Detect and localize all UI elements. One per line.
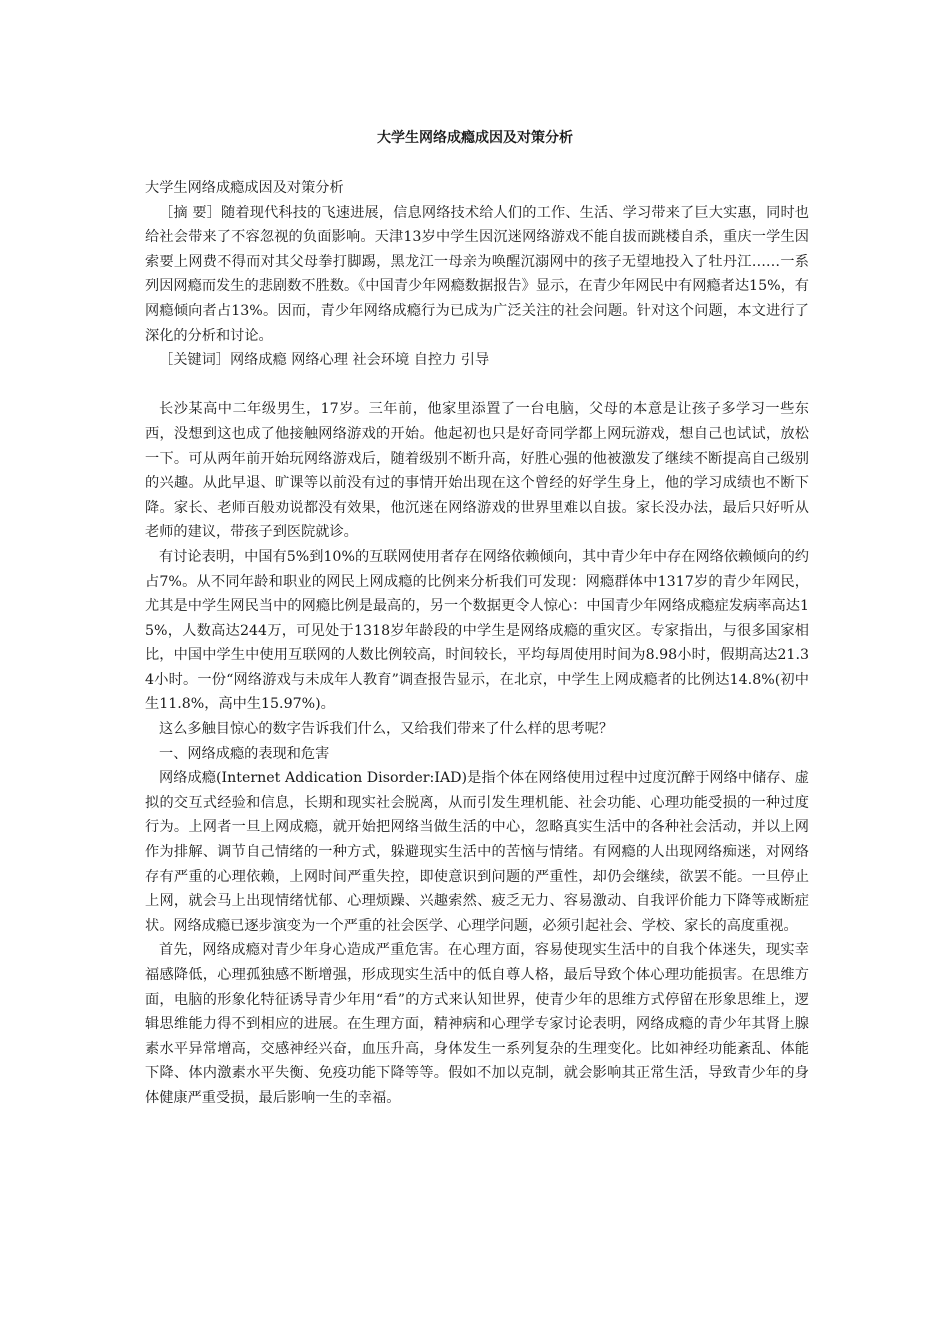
body-paragraph: 首先，网络成瘾对青少年身心造成严重危害。在心理方面，容易使现实生活中的自我个体迷失，现实幸福感降低，心理孤独感不断增强，形成现实生活中的低自尊人格，最后导致个体心理功能损害。在思维方面，电脑的形象化特征诱导青少年用“看”的方式来认知世界，使青少年的思维方式停留在形象思维上，逻辑思维能力得不到相应的进展。在生理方面，精神病和心理学专家讨论表明，网络成瘾的青少年其肾上腺素水平异常增高，交感神经兴奋，血压升高，身体发生一系列复杂的生理变化。比如神经功能紊乱、体能下降、体内激素水平失衡、免疫功能下降等等。假如不加以克制，就会影响其正常生活，导致青少年的身体健康严重受损，最后影响一生的幸福。 — [145, 942, 809, 1106]
document-body — [145, 176, 809, 1111]
abstract-paragraph: ［摘 要］随着现代科技的飞速进展，信息网络技术给人们的工作、生活、学习带来了巨大实惠，同时也给社会带来了不容忽视的负面影响。天津13岁中学生因沉迷网络游戏不能自拔而跳楼自杀，重庆一学生因索要上网费不得而对其父母拳打脚踢，黑龙江一母亲为唤醒沉溺网中的孩子无望地投入了牡丹江……一系列因网瘾而发生的悲剧数不胜数。《中国青少年网瘾数据报告》显示，在青少年网民中有网瘾者达15%，有网瘾倾向者占13%。因而，青少年网络成瘾行为已成为广泛关注的社会问题。针对这个问题，本文进行了深化的分析和讨论。 — [145, 204, 809, 344]
body-paragraph: 长沙某高中二年级男生，17岁。三年前，他家里添置了一台电脑，父母的本意是让孩子多学习一些东西，没想到这也成了他接触网络游戏的开始。他起初也只是好奇同学都上网玩游戏，想自己也试试，放松一下。可从两年前开始玩网络游戏后，随着级别不断升高，好胜心强的他被激发了继续不断提高自己级别的兴趣。从此早退、旷课等以前没有过的事情开始出现在这个曾经的好学生身上，他的学习成绩也不断下降。家长、老师百般劝说都没有效果，他沉迷在网络游戏的世界里难以自拔。家长没办法，最后只好听从老师的建议，带孩子到医院就诊。 — [145, 401, 809, 541]
body-paragraph: 网络成瘾(Internet Addication Disorder:IAD)是指个体在网络使用过程中过度沉醉于网络中储存、虚拟的交互式经验和信息，长期和现实社会脱离，从而引发生理机能、社会功能、心理功能受损的一种过度行为。上网者一旦上网成瘾，就开始把网络当做生活的中心，忽略真实生活中的各种社会活动，并以上网作为排解、调节自己情绪的一种方式，躲避现实生活中的苦恼与情绪。有网瘾的人出现网络痴迷，对网络存有严重的心理依赖，上网时间严重失控，即使意识到问题的严重性，却仍会继续，欲罢不能。一旦停止上网，就会马上出现情绪忧郁、心理烦躁、兴趣索然、疲乏无力、容易激动、自我评价能力下降等戒断症状。网络成瘾已逐步演变为一个严重的社会医学、心理学问题，必须引起社会、学校、家长的高度重视。 — [145, 770, 809, 934]
body-paragraph: 有讨论表明，中国有5%到10%的互联网使用者存在网络依赖倾向，其中青少年中存在网络依赖倾向的约占7%。从不同年龄和职业的网民上网成瘾的比例来分析我们可发现：网瘾群体中1317岁的青少年网民，尤其是中学生网民当中的网瘾比例是最高的，另一个数据更令人惊心：中国青少年网络成瘾症发病率高达15%，人数高达244万，可见处于1318岁年龄段的中学生是网络成瘾的重灾区。专家指出，与很多国家相比，中国中学生中使用互联网的人数比例较高，时间较长，平均每周使用时间为8.98小时，假期高达21.34小时。一份“网络游戏与未成年人教育”调查报告显示，在北京，中学生上网成瘾者的比例达14.8%(初中生11.8%，高中生15.97%)。 — [145, 548, 809, 713]
page-title: 大学生网络成瘾成因及对策分析 — [377, 130, 573, 146]
article-heading: 大学生网络成瘾成因及对策分析 — [145, 180, 344, 196]
body-paragraph: 这么多触目惊心的数字告诉我们什么，又给我们带来了什么样的思考呢？ — [159, 721, 614, 738]
paragraph-spacer — [145, 373, 809, 398]
section-heading: 一、网络成瘾的表现和危害 — [159, 745, 330, 762]
keywords-line: ［关键词］网络成瘾 网络心理 社会环境 自控力 引导 — [159, 352, 490, 369]
